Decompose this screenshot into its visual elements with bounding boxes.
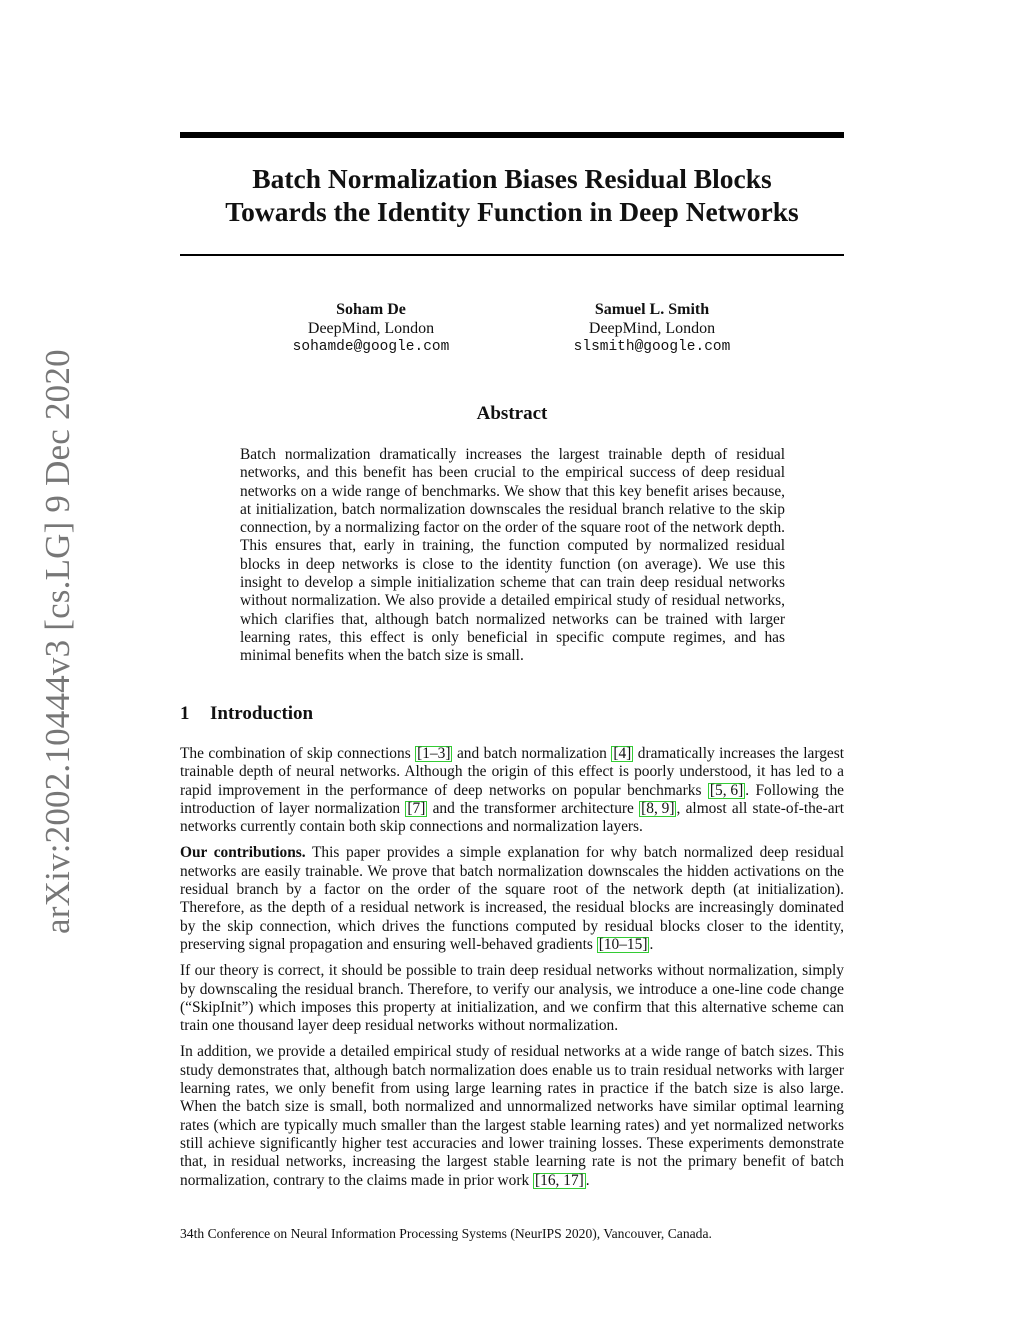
text-run: . Following the introduction of layer normalization [180, 781, 844, 817]
text-run: and the transformer architecture [427, 799, 640, 817]
introduction-body [180, 745, 844, 1198]
text-run: In addition, we provide a detailed empirical study of residual networks at a wide range of batch sizes. This study demonstrates that, although batch normalization does enable us to train residual networks with larger learning rates, we only benefit from using large learning rates in practice if the batch size is also large. When the batch size is small, both normalized and unnormalized networks have similar optimal learning rates (which are typically much smaller than the largest stable learning rates) and yet normalized networks still achieve significantly higher test accuracies and lower training losses. These experiments demonstrate that, in residual networks, increasing the largest stable learning rate is not the primary benefit of batch normalization, contrary to the claims made in prior work [180, 1043, 844, 1189]
paragraph-1 [180, 745, 844, 836]
section-title: Introduction [210, 703, 314, 724]
text-run: and batch normalization [452, 745, 612, 762]
text-run: dramatically increases the largest trainable depth of neural networks. Although the origin of this effect is poorly understood, it has led to a rapid improvement in the performance of deep networks on popular benchmarks [180, 745, 844, 799]
title-line-2: Towards the Identity Function in Deep Networks [225, 196, 799, 227]
title-bottom-rule [180, 254, 844, 256]
citation-link[interactable]: [5, 6] [709, 781, 744, 799]
section-heading-introduction [180, 703, 313, 725]
title-line-1: Batch Normalization Biases Residual Blocks [252, 163, 772, 194]
citation-link[interactable]: [4] [613, 745, 632, 762]
abstract-heading: Abstract [476, 403, 548, 424]
author-block-2 [502, 300, 802, 357]
text-run: , almost all state-of-the-art networks currently contain both skip connections and normalization layers. [180, 799, 844, 836]
citation-link[interactable]: [16, 17] [535, 1171, 584, 1189]
text-run: . [649, 935, 654, 953]
author-block-1 [221, 300, 521, 357]
paragraph-3: If our theory is correct, it should be possible to train deep residual networks without normalization, simply by downscaling the residual branch. Therefore, to verify our analysis, we introduce a one-line code change (“SkipInit”) which imposes this property at initialization, and we confirm that this alternative scheme can train one thousand layer deep residual networks without normalization. [180, 962, 844, 1035]
citation-link[interactable]: [8, 9] [641, 799, 675, 817]
conference-footnote: 34th Conference on Neural Information Processing Systems (NeurIPS 2020), Vancouver, Canada. [180, 1226, 712, 1241]
author-email[interactable]: sohamde@google.com [292, 339, 450, 355]
author-affiliation: DeepMind, London [588, 320, 716, 337]
author-email[interactable]: slsmith@google.com [573, 339, 731, 355]
citation-link[interactable]: [10–15] [598, 935, 648, 953]
text-run: The combination of skip connections [180, 745, 416, 762]
author-name: Soham De [336, 301, 406, 318]
abstract-text: Batch normalization dramatically increases the largest trainable depth of residual networks, and this benefit has been crucial to the empirical success of deep residual networks on a wide range of benchmarks. We show that this key benefit arises because, at initialization, batch normalization downscales the residual branch relative to the skip connection, by a normalizing factor on the order of the square root of the network depth. This ensures that, early in training, the function computed by normalized residual blocks in deep networks is close to the identity function (on average). We use this insight to develop a simple initialization scheme that can train deep residual networks without normalization. We also provide a detailed empirical study of residual networks, which clarifies that, although batch normalized networks can be trained with larger learning rates, this effect is only beneficial in specific compute regimes, and has minimal benefits when the batch size is small. [240, 446, 785, 665]
paragraph-lead: Our contributions. [180, 844, 306, 862]
section-number: 1 [180, 703, 190, 724]
title-top-rule [180, 132, 844, 138]
text-run: . [585, 1171, 590, 1189]
author-affiliation: DeepMind, London [307, 320, 435, 337]
text-run: This paper provides a simple explanation for why batch normalized deep residual networks are easily trainable. We prove that batch normalization downscales the hidden activations on the residual branch by a factor on the order of the square root of the network depth (at initialization). Therefore, as the depth of a residual network is increased, the residual blocks are increasingly dominated by the skip connection, which drives the functions computed by residual blocks closer to the identity, preserving signal propagation and ensuring well-behaved gradients [180, 844, 844, 953]
citation-link[interactable]: [1–3] [417, 745, 451, 762]
author-name: Samuel L. Smith [594, 301, 710, 318]
paragraph-4 [180, 1043, 844, 1189]
citation-link[interactable]: [7] [407, 799, 426, 817]
paper-title [180, 162, 844, 228]
paragraph-contributions [180, 844, 844, 954]
arxiv-identifier[interactable]: arXiv:2002.10444v3 [cs.LG] 9 Dec 2020 [38, 349, 77, 934]
